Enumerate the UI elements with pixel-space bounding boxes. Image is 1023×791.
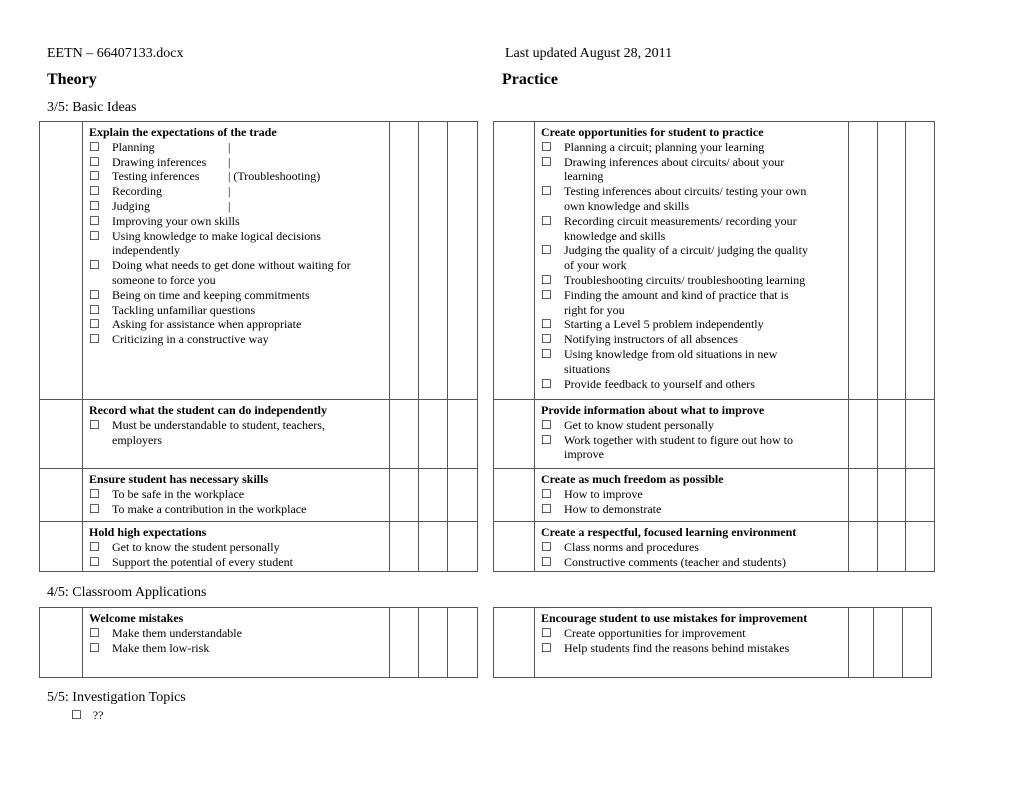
cell-title: Create as much freedom as possible [541, 472, 724, 486]
brace-note: (Troubleshooting) [233, 169, 321, 184]
checkbox-icon[interactable]: ☐ [89, 302, 100, 317]
checkbox-icon[interactable]: ☐ [71, 708, 82, 722]
list-item: ☐ Create opportunities for improvement [541, 625, 746, 640]
checkbox-icon[interactable]: ☐ [89, 539, 100, 554]
list-item: ☐ Starting a Level 5 problem independently [541, 317, 764, 332]
table-row [494, 522, 935, 572]
checkbox-icon[interactable]: ☐ [89, 287, 100, 302]
checkbox-icon[interactable]: ☐ [541, 154, 552, 169]
list-item: ☐ To be safe in the workplace [89, 486, 245, 501]
cell-title: Explain the expectations of the trade [89, 125, 277, 139]
checkbox-icon[interactable]: ☐ [89, 184, 100, 199]
list-item: ☐ Testing inferences | (Troubleshooting) [89, 169, 321, 184]
theory-skills-cell [83, 469, 389, 518]
list-item: ☐ Tackling unfamiliar questions [89, 302, 256, 317]
checkbox-icon[interactable]: ☐ [541, 539, 552, 554]
table-row [494, 469, 935, 522]
practice-basic-ideas-table [493, 121, 935, 572]
list-item: ☐ Make them understandable [89, 625, 242, 640]
checkbox-icon[interactable]: ☐ [541, 272, 552, 287]
list-item: ☐ Planning a circuit; planning your learning [541, 139, 765, 154]
checkbox-icon[interactable]: ☐ [541, 432, 552, 447]
table-row [40, 122, 478, 400]
checkbox-icon[interactable]: ☐ [541, 139, 552, 154]
table-row [40, 608, 478, 678]
file-name: EETN – 66407133.docx [47, 46, 184, 61]
cell-title: Create a respectful, focused learning environment [541, 525, 797, 539]
list-item: ☐ How to improve [541, 486, 643, 501]
checkbox-icon[interactable]: ☐ [89, 213, 100, 228]
checkbox-icon[interactable]: ☐ [541, 417, 552, 432]
list-item: ☐ Notifying instructors of all absences [541, 332, 738, 347]
checkbox-icon[interactable]: ☐ [89, 625, 100, 640]
list-item: ☐ Planning | [89, 139, 231, 154]
list-item: ☐ Support the potential of every student [89, 554, 293, 569]
section-investigation: 5/5: Investigation Topics [47, 690, 186, 705]
list-item: ☐ Being on time and keeping commitments [89, 287, 310, 302]
checkbox-icon[interactable]: ☐ [541, 184, 552, 199]
checkbox-icon[interactable]: ☐ [541, 332, 552, 347]
investigation-item [71, 708, 103, 723]
practice-improve-cell [535, 400, 848, 464]
section-basic-ideas: 3/5: Basic Ideas [47, 100, 137, 115]
list-item: ☐ Judging the quality of a circuit/ judging the quality of your work [541, 243, 808, 273]
table-row [494, 122, 935, 400]
checkbox-icon[interactable]: ☐ [89, 501, 100, 516]
list-item: ☐ Constructive comments (teacher and students) [541, 554, 786, 569]
table-row [494, 608, 932, 678]
checkbox-icon[interactable]: ☐ [89, 486, 100, 501]
list-item: ☐ Class norms and procedures [541, 539, 699, 554]
theory-basic-ideas-table [39, 121, 478, 572]
last-updated: Last updated August 28, 2011 [505, 46, 673, 61]
checkbox-icon[interactable]: ☐ [541, 501, 552, 516]
list-item: ☐ Doing what needs to get done without waiting for someone to force you [89, 258, 351, 287]
checkbox-icon[interactable]: ☐ [541, 376, 552, 391]
checkbox-icon[interactable]: ☐ [541, 625, 552, 640]
checkbox-icon[interactable]: ☐ [541, 317, 552, 332]
checkbox-icon[interactable]: ☐ [89, 417, 100, 432]
practice-title: Practice [502, 71, 558, 88]
checkbox-icon[interactable]: ☐ [89, 139, 100, 154]
list-item: ☐ How to demonstrate [541, 501, 662, 516]
list-item: ☐ Judging | [89, 198, 231, 213]
theory-title: Theory [47, 71, 97, 88]
theory-mistakes-cell [83, 608, 389, 657]
section-classroom: 4/5: Classroom Applications [47, 585, 207, 600]
cell-title: Create opportunities for student to practice [541, 125, 764, 139]
practice-mistakes-cell [535, 608, 848, 657]
list-item: ☐ Troubleshooting circuits/ troubleshooting learning [541, 272, 806, 287]
list-item: ☐ Criticizing in a constructive way [89, 332, 269, 347]
checkbox-icon[interactable]: ☐ [541, 640, 552, 655]
cell-title: Record what the student can do independently [89, 403, 328, 417]
checkbox-icon[interactable]: ☐ [89, 554, 100, 569]
list-item: ☐ Drawing inferences about circuits/ about your learning [541, 154, 785, 184]
list-item: ☐ Get to know the student personally [89, 539, 280, 554]
list-item: ☐ To make a contribution in the workplace [89, 501, 307, 516]
checkbox-icon[interactable]: ☐ [89, 640, 100, 655]
cell-title: Welcome mistakes [89, 611, 184, 625]
practice-freedom-cell [535, 469, 848, 518]
checkbox-icon[interactable]: ☐ [89, 228, 100, 243]
checkbox-icon[interactable]: ☐ [89, 198, 100, 213]
list-item: ☐ Work together with student to figure out how to improve [541, 432, 793, 462]
checkbox-icon[interactable]: ☐ [541, 243, 552, 258]
cell-title: Encourage student to use mistakes for improvement [541, 611, 808, 625]
checkbox-icon[interactable]: ☐ [89, 169, 100, 184]
checkbox-icon[interactable]: ☐ [541, 554, 552, 569]
list-item: ☐ Help students find the reasons behind mistakes [541, 640, 790, 655]
theory-record-cell [83, 400, 389, 449]
checkbox-icon[interactable]: ☐ [541, 287, 552, 302]
list-item: ☐ Using knowledge from old situations in new situations [541, 346, 778, 376]
checkbox-icon[interactable]: ☐ [541, 346, 552, 361]
checkbox-icon[interactable]: ☐ [89, 154, 100, 169]
practice-opportunities-cell [535, 122, 848, 393]
list-item: ☐ Drawing inferences | [89, 154, 231, 169]
list-item: ☐ Provide feedback to yourself and others [541, 376, 755, 391]
table-row [40, 522, 478, 572]
checkbox-icon[interactable]: ☐ [89, 332, 100, 347]
table-row [40, 400, 478, 469]
list-item: ☐ Recording circuit measurements/ recording your knowledge and skills [541, 213, 797, 243]
cell-title: Provide information about what to improve [541, 403, 765, 417]
list-item: ☐ Asking for assistance when appropriate [89, 317, 302, 332]
cell-title: Ensure student has necessary skills [89, 472, 269, 486]
checkbox-icon[interactable]: ☐ [541, 213, 552, 228]
table-row [494, 400, 935, 469]
list-item: ☐ Testing inferences about circuits/ testing your own own knowledge and skills [541, 184, 807, 213]
theory-expectations-cell [83, 122, 389, 349]
practice-classroom-table [493, 607, 932, 678]
checkbox-icon[interactable]: ☐ [89, 258, 100, 273]
list-item: ☐ Must be understandable to student, teachers, employers [89, 417, 325, 447]
list-item: ☐ Recording | [89, 184, 231, 199]
checkbox-icon[interactable]: ☐ [541, 486, 552, 501]
practice-environment-cell [535, 522, 848, 571]
theory-classroom-table [39, 607, 478, 678]
list-item: ☐ Make them low-risk [89, 640, 210, 655]
list-item: ☐ Improving your own skills [89, 213, 240, 228]
list-item: ☐ Finding the amount and kind of practice that is right for you [541, 287, 789, 317]
theory-expectations-high-cell [83, 522, 389, 571]
table-row [40, 469, 478, 522]
checkbox-icon[interactable]: ☐ [89, 317, 100, 332]
investigation-item-text: ?? [92, 708, 104, 722]
list-item: ☐ Using knowledge to make logical decisions independently [89, 228, 321, 258]
cell-title: Hold high expectations [89, 525, 207, 539]
list-item: ☐ Get to know student personally [541, 417, 714, 432]
